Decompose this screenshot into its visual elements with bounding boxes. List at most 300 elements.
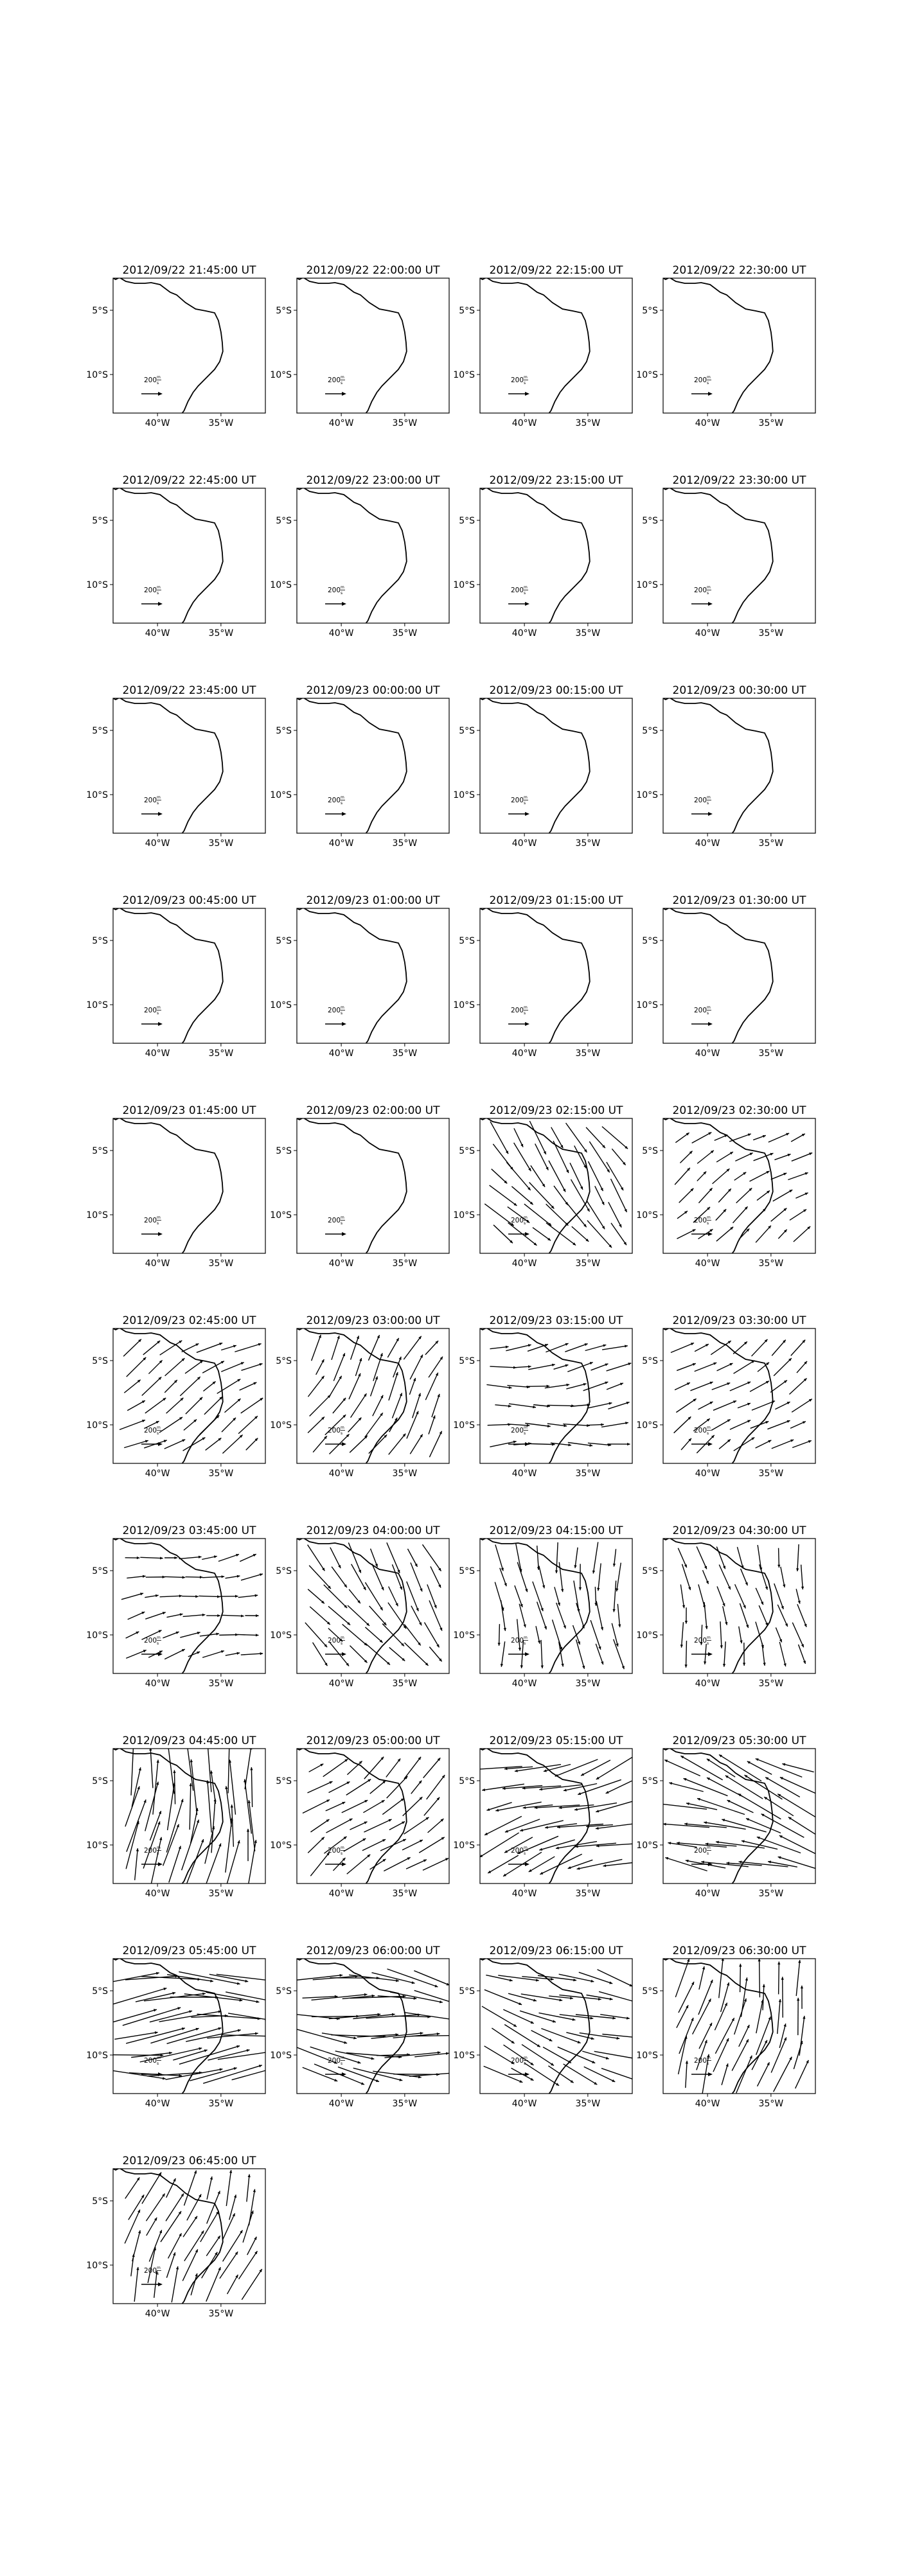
vector-arrow [208,2050,249,2060]
vector-arrow [114,2033,157,2040]
vector-arrowhead [260,1363,263,1366]
vector-arrowhead [744,1998,747,2002]
vector-arrow [310,1819,329,1832]
vector-arrow [427,1584,436,1608]
vector-arrowhead [748,1133,751,1136]
reference-unit-top: m [157,585,161,590]
vector-arrow [751,1422,769,1429]
vector-arrow [251,1767,252,1807]
vector-arrow [575,1548,578,1568]
x-tick-label: 40°W [145,418,170,428]
x-tick-label: 35°W [392,2099,418,2109]
vector-arrowhead [541,1608,544,1611]
vector-arrow [713,1169,730,1183]
reference-arrowhead [158,392,163,396]
vector-arrow [598,1970,633,1986]
vector-arrow [366,1643,390,1664]
vector-arrowhead [157,1821,160,1824]
vector-arrow [773,1190,793,1201]
y-tick-label: 5°S [642,1356,658,1366]
panel-title: 2012/09/22 22:15:00 UT [489,264,623,277]
vector-arrowhead [136,1848,139,1851]
vector-arrow [165,1358,185,1375]
vector-arrow [514,1143,531,1171]
reference-value: 200 [511,587,524,594]
vector-arrow [495,1582,503,1611]
vector-arrow [342,1624,368,1645]
x-tick-label: 40°W [328,418,354,428]
vector-arrow [143,1341,160,1355]
vector-arrow [674,1416,691,1433]
panel-title: 2012/09/23 03:15:00 UT [489,1314,623,1327]
vector-field [290,1969,462,2085]
vector-arrowhead [763,1135,766,1138]
reference-value: 200 [144,2267,157,2275]
y-tick-label: 5°S [459,1356,475,1366]
reference-value: 200 [328,797,341,804]
vector-arrow [432,1394,440,1417]
panel [86,474,265,639]
vector-arrowhead [684,1664,687,1668]
vector-arrow [173,2050,207,2060]
reference-unit-top: m [341,1846,344,1850]
panel-frame [113,908,265,1043]
vector-arrowhead [260,1652,263,1655]
vector-arrow [425,1373,438,1400]
vector-arrow [591,1620,601,1650]
vector-arrow [711,1419,731,1430]
y-tick-label: 10°S [453,580,475,590]
vector-arrow [226,1817,232,1873]
x-tick-label: 40°W [145,838,170,849]
vector-arrow [146,2194,164,2221]
x-tick-label: 35°W [758,838,784,849]
vector-arrow [722,1819,766,1832]
vector-field [305,1542,442,1666]
reference-unit-bottom: s [157,591,159,595]
vector-arrowhead [686,2061,688,2064]
x-tick-label: 35°W [392,1048,418,1059]
vector-arrowhead [685,1621,688,1624]
coastline [297,1748,407,1883]
y-tick-label: 10°S [86,370,108,380]
vector-arrow [123,1339,141,1357]
y-tick-label: 10°S [636,2051,658,2061]
panel [86,1945,282,2109]
reference-value: 200 [328,376,341,384]
vector-arrow [351,1393,367,1417]
vector-arrow [777,1999,780,2034]
vector-arrow [330,1548,341,1568]
vector-arrow [241,1654,263,1655]
vector-arrow [745,1775,783,1799]
vector-arrow [161,2211,181,2242]
vector-arrow [159,1417,182,1433]
vector-arrow [498,1975,538,1981]
y-tick-label: 5°S [92,1566,108,1576]
vector-arrow [147,2218,157,2236]
y-tick-label: 10°S [86,1630,108,1641]
vector-arrow [586,1127,605,1148]
vector-arrow [235,1344,261,1352]
vector-arrow [218,1555,239,1562]
vector-arrow [690,1382,713,1391]
panel [636,474,815,639]
vector-arrow [589,1142,609,1172]
vector-arrow [179,1557,201,1558]
panel-title: 2012/09/23 02:30:00 UT [672,1104,806,1117]
y-tick-label: 10°S [270,790,292,800]
y-tick-label: 10°S [636,1210,658,1221]
reference-arrowhead [158,1862,163,1866]
reference-unit-bottom: s [707,1221,709,1226]
vector-field [102,1972,282,2083]
vector-arrow [427,1775,445,1799]
vector-arrow [797,1544,799,1571]
panel [453,264,632,428]
panel [453,474,632,639]
reference-unit-bottom: s [157,2061,159,2066]
vector-arrow [520,1821,564,1831]
vector-arrow [522,2045,554,2066]
vector-arrow [308,1837,324,1853]
reference-value: 200 [511,1847,524,1855]
vector-arrowhead [173,1770,175,1773]
vector-arrowhead [528,1365,531,1368]
x-tick-label: 40°W [511,1258,537,1269]
reference-value: 200 [694,1847,707,1855]
vector-arrow [423,1758,441,1778]
vector-field [476,1756,642,1876]
panel-title: 2012/09/23 02:45:00 UT [122,1314,256,1327]
panel [86,1104,265,1269]
x-tick-label: 35°W [758,1469,784,1479]
vector-arrowhead [197,1820,199,1823]
vector-arrow [307,1781,332,1793]
y-tick-label: 5°S [459,516,475,526]
reference-value: 200 [144,1427,157,1434]
vector-arrow [677,1363,696,1370]
vector-arrow [596,1801,634,1812]
vector-arrow [206,2267,220,2301]
vector-arrowhead [628,1363,631,1365]
vector-arrowhead [601,1423,604,1425]
x-tick-label: 35°W [758,1258,784,1269]
vector-arrow [599,1991,639,2002]
vector-arrow [671,1343,694,1352]
vector-arrow [333,1353,344,1381]
vector-arrow [686,2061,687,2088]
y-tick-label: 10°S [453,1840,475,1851]
reference-arrowhead [342,602,346,606]
reference-unit-top: m [707,2056,711,2060]
vector-arrowhead [218,1844,221,1847]
reference-unit-top: m [707,1215,711,1220]
x-tick-label: 40°W [695,1889,720,1899]
vector-arrowhead [454,2002,457,2004]
x-tick-label: 40°W [695,838,720,849]
vector-arrow [241,1364,262,1371]
vector-arrow [125,1786,139,1827]
vector-arrowhead [247,1829,249,1832]
vector-arrow [222,1418,236,1432]
y-tick-label: 5°S [92,1356,108,1366]
reference-arrowhead [342,392,346,396]
vector-arrowhead [797,1998,799,2001]
y-tick-label: 10°S [270,580,292,590]
vector-arrow [150,1811,161,1840]
reference-arrowhead [342,1652,346,1656]
vector-arrow [365,1413,383,1436]
reference-unit-top: m [524,375,528,380]
vector-arrowhead [418,1393,421,1397]
reference-unit-top: m [707,795,711,800]
reference-unit-top: m [157,1215,161,1220]
vector-arrow [411,1606,422,1626]
coastline [113,1328,223,1463]
vector-arrowhead [279,2035,282,2038]
coastline [113,908,223,1043]
reference-unit-bottom: s [157,1641,159,1646]
x-tick-label: 35°W [758,1889,784,1899]
vector-arrow [308,1376,324,1397]
vector-arrow [202,2252,218,2279]
y-tick-label: 10°S [86,2261,108,2271]
panel-title: 2012/09/23 03:00:00 UT [306,1314,440,1327]
coastline [480,698,590,833]
vector-arrow [682,1564,690,1591]
reference-value: 200 [694,1427,707,1434]
vector-arrowhead [486,1808,490,1811]
vector-arrow [611,1179,627,1212]
vector-arrow [387,1776,408,1798]
vector-arrow [329,1782,350,1793]
reference-unit-bottom: s [157,1011,159,1016]
reference-unit-top: m [707,1846,711,1850]
reference-unit-top: m [341,1005,344,1010]
vector-arrowhead [160,1557,163,1559]
vector-arrowhead [687,1959,689,1962]
x-tick-label: 40°W [328,1679,354,1689]
vector-arrowhead [137,1557,140,1559]
panel-frame [480,698,632,833]
vector-arrow [350,1436,368,1452]
vector-arrowhead [194,2171,197,2174]
vector-arrow [135,1848,138,1880]
vector-arrowhead [396,1372,398,1375]
vector-arrow [724,1641,725,1666]
panel [86,1734,265,1899]
vector-arrow [555,1760,598,1777]
vector-arrow [324,1585,347,1608]
reference-unit-bottom: s [707,381,709,385]
reference-arrowhead [342,1022,346,1026]
y-tick-label: 5°S [276,1566,292,1576]
x-tick-label: 35°W [208,418,234,428]
reference-arrowhead [158,602,163,606]
x-tick-label: 40°W [511,628,537,639]
vector-field [303,1757,449,1876]
vector-arrow [587,1221,612,1248]
x-tick-label: 40°W [145,1048,170,1059]
vector-arrow [611,1223,626,1245]
reference-unit-top: m [157,2056,161,2060]
panel-title: 2012/09/23 06:45:00 UT [122,2155,256,2167]
x-tick-label: 35°W [758,628,784,639]
panel-title: 2012/09/23 01:45:00 UT [122,1104,256,1117]
vector-arrow [547,1405,574,1406]
vector-arrow [148,2247,155,2283]
vector-arrow [247,2237,257,2255]
reference-unit-top: m [707,1636,711,1640]
vector-arrow [553,1619,562,1650]
panel [270,474,449,639]
vector-arrow [310,1395,331,1416]
vector-arrowhead [476,1768,479,1770]
vector-arrow [226,1786,231,1826]
vector-arrow [429,1415,435,1434]
panel-frame [663,698,815,833]
reference-arrowhead [708,1652,713,1656]
vector-arrow [707,1778,743,1797]
reference-value: 200 [328,1217,341,1224]
panel [86,2155,265,2319]
y-tick-label: 5°S [92,1146,108,1156]
vector-field [675,1133,812,1243]
vector-arrow [606,1781,632,1794]
panel-frame [480,1749,632,1883]
x-tick-label: 35°W [392,1469,418,1479]
vector-arrow [373,1353,382,1381]
vector-arrow [680,1585,684,1609]
panel-frame [297,1328,449,1463]
reference-unit-bottom: s [524,2061,526,2066]
vector-arrow [127,1799,146,1851]
vector-arrow [506,1345,531,1350]
vector-arrow [329,1376,341,1397]
vector-arrow [789,1379,806,1395]
vector-arrow [387,1542,400,1573]
vector-arrow [429,1600,442,1630]
vector-arrow [486,1803,511,1810]
vector-arrow [332,1567,347,1587]
panel [453,1734,642,1899]
y-tick-label: 10°S [636,1420,658,1431]
coastline [113,488,223,623]
vector-arrow [174,1770,175,1804]
vector-arrowhead [357,2061,360,2063]
y-tick-label: 5°S [642,726,658,736]
vector-arrowhead [796,1568,799,1571]
reference-arrowhead [708,812,713,816]
vector-arrow [348,1418,362,1433]
coastline [297,1118,407,1253]
vector-arrow [792,1399,812,1413]
vector-arrow [407,1411,418,1439]
reference-unit-bottom: s [157,801,159,806]
vector-arrowhead [618,1624,621,1627]
vector-arrowhead [357,1336,359,1339]
vector-arrow [566,1123,587,1152]
panel [270,1104,449,1269]
vector-arrow [501,1600,506,1631]
vector-arrow [614,1639,625,1669]
vector-arrowhead [250,1767,253,1770]
panel-title: 2012/09/23 05:45:00 UT [122,1945,256,1957]
vector-arrow [520,2011,556,2022]
panel-frame [480,278,632,413]
vector-arrow [799,2016,804,2056]
panel-title: 2012/09/23 04:15:00 UT [489,1524,623,1537]
vector-arrow [217,1974,280,1981]
reference-value: 200 [511,1007,524,1014]
vector-arrow [310,1607,330,1625]
reference-unit-bottom: s [157,1221,159,1226]
vector-arrowhead [739,1964,742,1967]
vector-arrow [108,2009,157,2024]
vector-arrow [326,1819,353,1833]
vector-arrow [792,1440,812,1447]
x-tick-label: 35°W [575,1258,601,1269]
x-tick-label: 40°W [145,1469,170,1479]
panel-frame [480,908,632,1043]
vector-arrowhead [375,1376,378,1379]
y-tick-label: 5°S [642,1566,658,1576]
reference-unit-top: m [341,1425,344,1430]
vector-arrow [540,1854,582,1875]
reference-unit-top: m [524,1005,528,1010]
vector-arrow [499,1624,500,1646]
vector-arrow [309,1566,331,1589]
vector-arrow [168,1783,175,1830]
reference-unit-bottom: s [341,2061,343,2066]
y-tick-label: 5°S [276,1146,292,1156]
x-tick-label: 40°W [145,2309,170,2319]
vector-arrow [617,1604,619,1627]
vector-arrowhead [237,1982,240,1984]
vector-arrowhead [568,1866,571,1869]
vector-arrow [332,1336,339,1360]
vector-arrowhead [438,1394,440,1397]
y-tick-label: 5°S [92,516,108,526]
x-tick-label: 40°W [511,1048,537,1059]
panel-frame [663,1118,815,1253]
panel-title: 2012/09/22 22:00:00 UT [306,264,440,277]
vector-arrow [551,1127,564,1149]
x-tick-label: 40°W [328,1469,354,1479]
panel [270,264,449,428]
vector-arrow [200,1415,219,1434]
panel [636,1524,815,1689]
vector-arrow [720,1621,722,1648]
panel [86,264,265,428]
vector-arrowhead [553,2020,556,2022]
panel-frame [113,698,265,833]
vector-arrow [184,2171,197,2206]
reference-value: 200 [694,376,707,384]
vector-arrow [387,1338,398,1357]
vector-arrow [191,1760,197,1815]
vector-arrow [519,1604,526,1628]
vector-arrow [761,1814,804,1838]
panel-title: 2012/09/22 23:45:00 UT [122,684,256,697]
coastline [663,1328,773,1463]
vector-arrow [342,1800,368,1813]
reference-unit-bottom: s [707,1011,709,1016]
reference-arrowhead [708,1442,713,1446]
y-tick-label: 5°S [276,1776,292,1786]
reference-unit-bottom: s [524,801,526,806]
